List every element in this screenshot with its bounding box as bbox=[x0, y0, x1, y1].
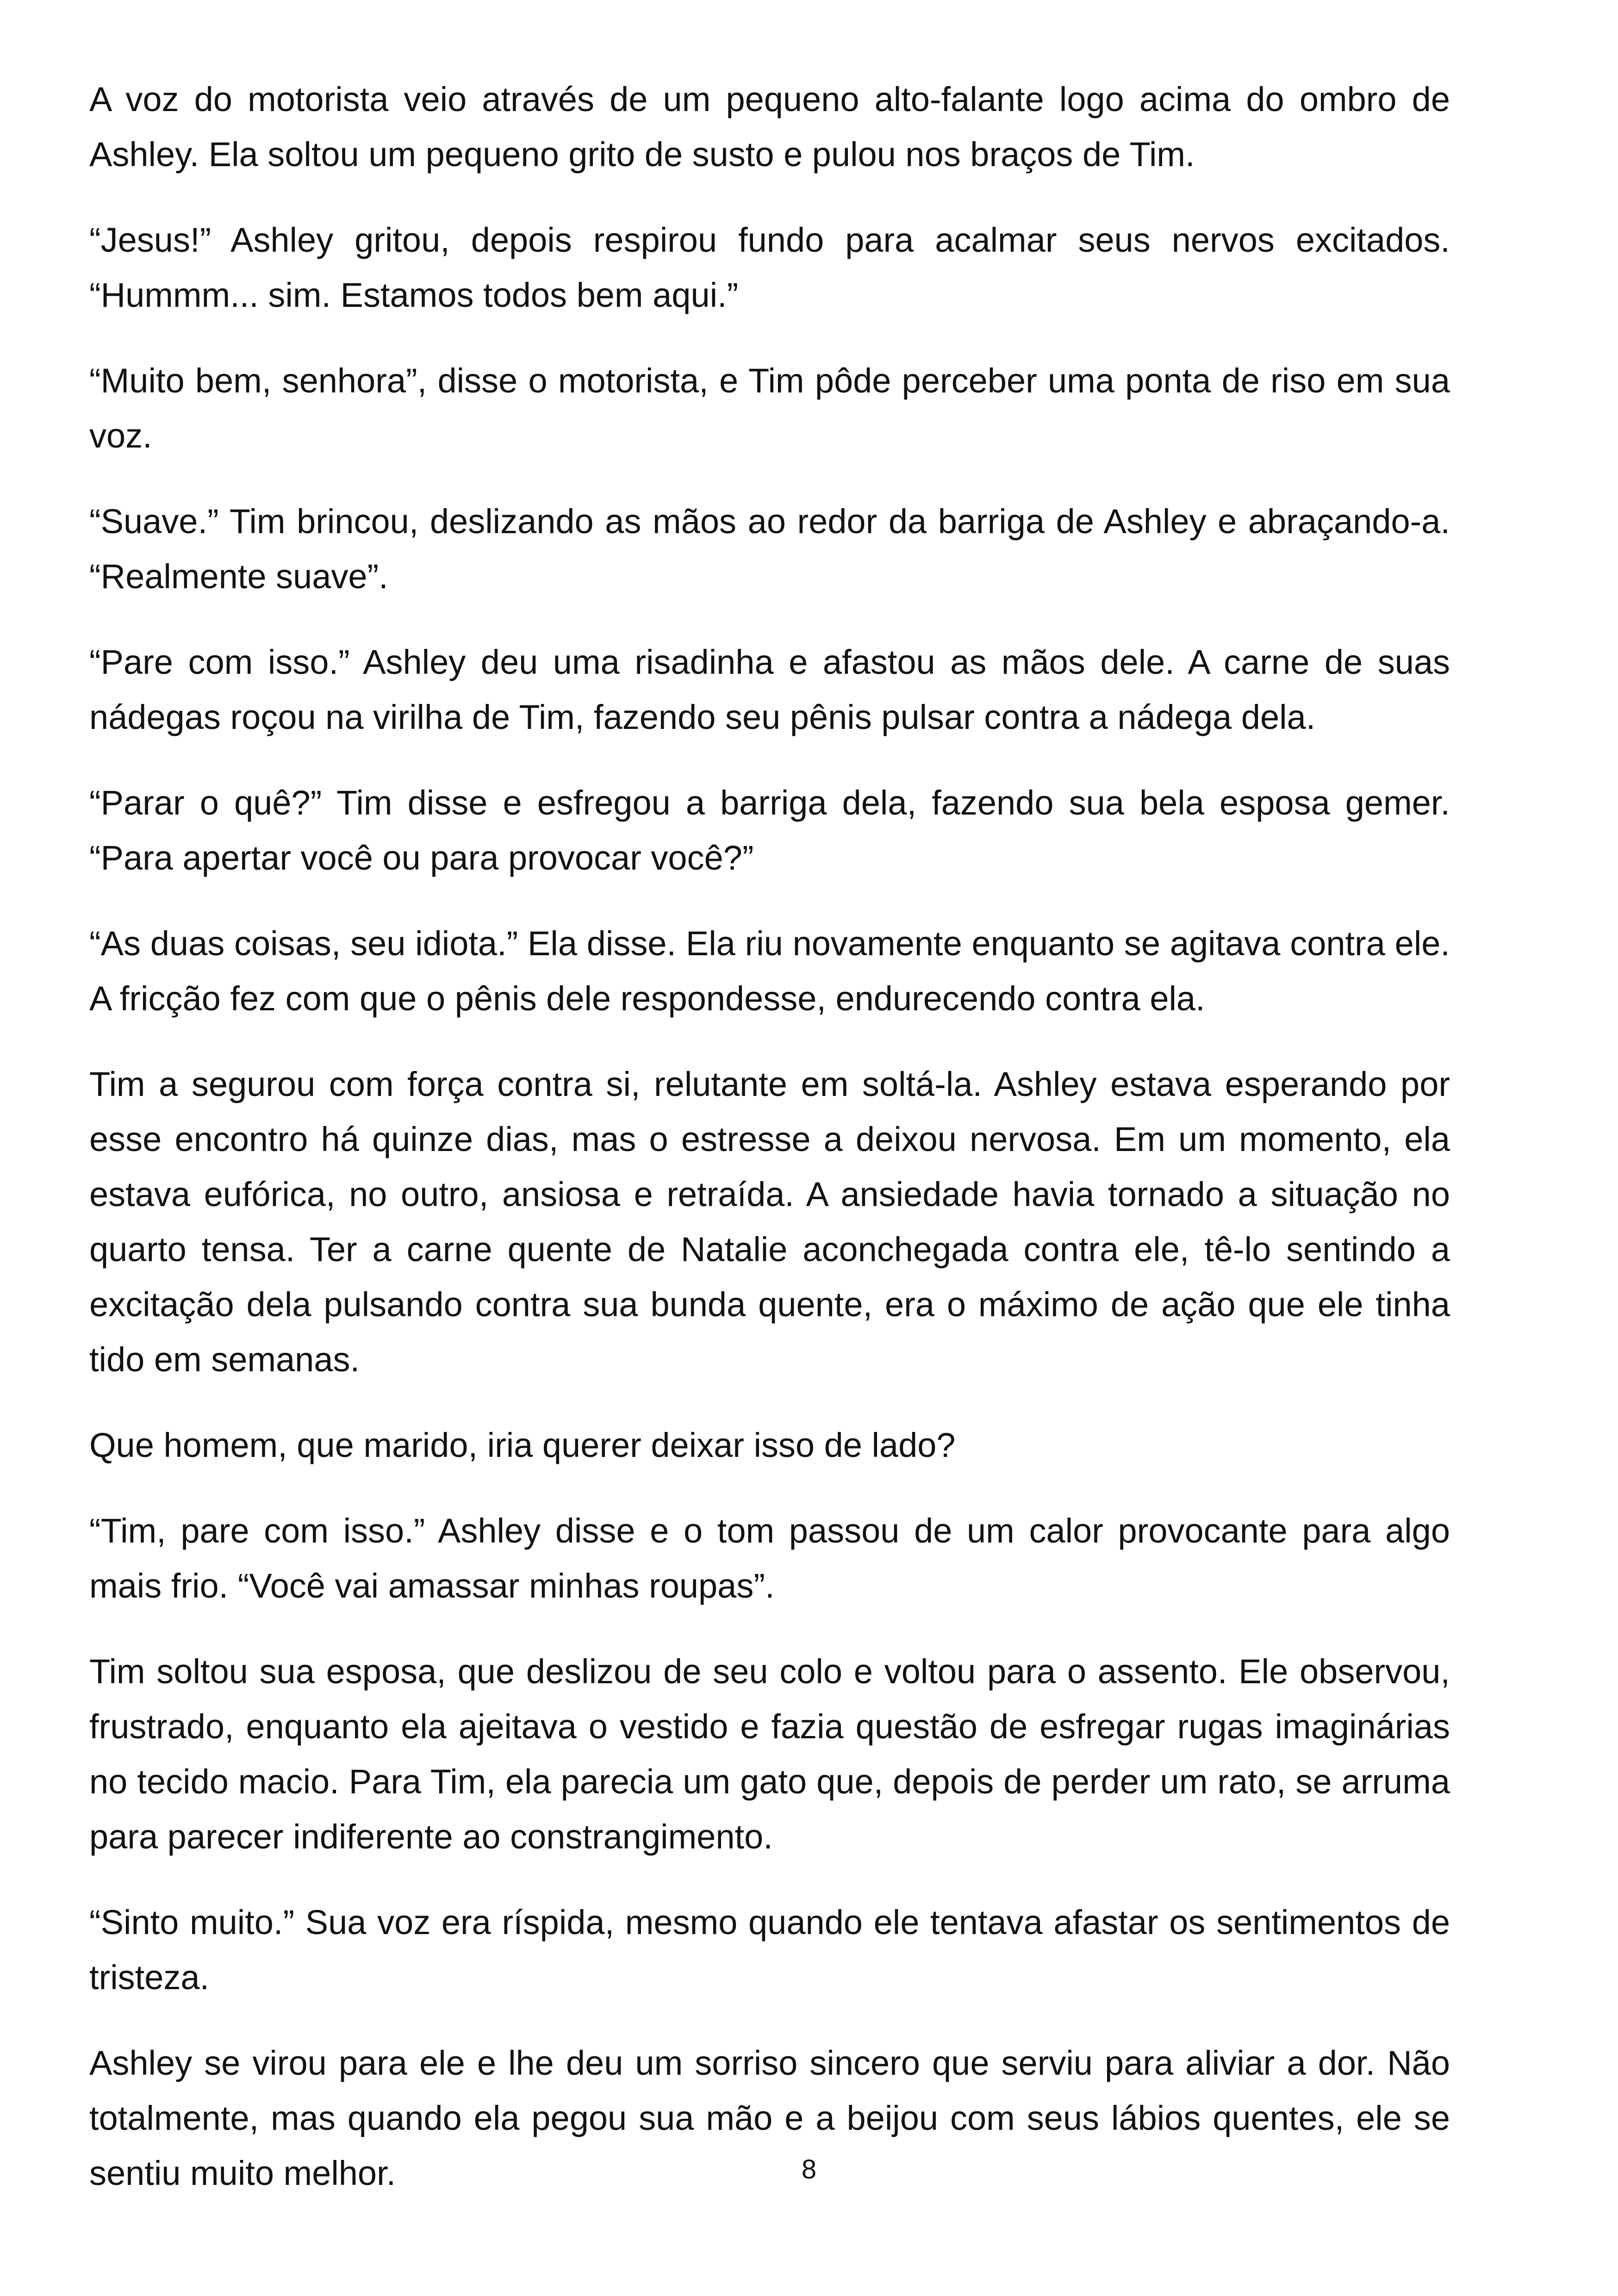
paragraph: “Muito bem, senhora”, disse o motorista, e Tim pôde perceber uma ponta de riso em sua voz. bbox=[89, 361, 1450, 455]
paragraph: “Parar o quê?” Tim disse e esfregou a barriga dela, fazendo sua bela esposa gemer. “Para apertar você ou para provocar você?” bbox=[89, 784, 1450, 877]
paragraph: “Suave.” Tim brincou, deslizando as mãos ao redor da barriga de Ashley e abraçando-a. “Realmente suave”. bbox=[89, 502, 1450, 596]
paragraph: Que homem, que marido, iria querer deixar isso de lado? bbox=[89, 1426, 956, 1464]
paragraph: “As duas coisas, seu idiota.” Ela disse. Ela riu novamente enquanto se agitava contra ele. A fricção fez com que o pênis dele respondesse, endurecendo contra ela. bbox=[89, 924, 1450, 1018]
paragraph: “Sinto muito.” Sua voz era ríspida, mesmo quando ele tentava afastar os sentimentos de tristeza. bbox=[89, 1903, 1450, 1997]
paragraph: “Jesus!” Ashley gritou, depois respirou fundo para acalmar seus nervos excitados. “Hummm... sim. Estamos todos bem aqui.” bbox=[89, 221, 1450, 314]
paragraph: A voz do motorista veio através de um pequeno alto-falante logo acima do ombro de Ashley. Ela soltou um pequeno grito de susto e pulou nos braços de Tim. bbox=[89, 80, 1450, 174]
page-body bbox=[89, 72, 1450, 2231]
paragraph: Ashley se virou para ele e lhe deu um sorriso sincero que serviu para aliviar a dor. Não totalmente, mas quando ela pegou sua mão e a beijou com seus lábios quentes, ele se sentiu muito melhor. bbox=[89, 2044, 1450, 2192]
paragraph: Tim a segurou com força contra si, relutante em soltá-la. Ashley estava esperando por esse encontro há quinze dias, mas o estresse a deixou nervosa. Em um momento, ela estava eufórica, no outro, ansiosa e retraída. A ansiedade havia tornado a situação no quarto tensa. Ter a carne quente de Natalie aconchegada contra ele, tê-lo sentindo a excitação dela pulsando contra sua bunda quente, era o máximo de ação que ele tinha tido em semanas. bbox=[89, 1065, 1450, 1379]
paragraph: “Pare com isso.” Ashley deu uma risadinha e afastou as mãos dele. A carne de suas nádegas roçou na virilha de Tim, fazendo seu pênis pulsar contra a nádega dela. bbox=[89, 643, 1450, 736]
page-number: 8 bbox=[801, 2154, 817, 2184]
paragraph: “Tim, pare com isso.” Ashley disse e o tom passou de um calor provocante para algo mais frio. “Você vai amassar minhas roupas”. bbox=[89, 1512, 1450, 1605]
paragraph: Tim soltou sua esposa, que deslizou de seu colo e voltou para o assento. Ele observou, frustrado, enquanto ela ajeitava o vestido e fazia questão de esfregar rugas imaginárias no tecido macio. Para Tim, ela parecia um gato que, depois de perder um rato, se arruma para parecer indiferente ao constrangimento. bbox=[89, 1652, 1450, 1856]
